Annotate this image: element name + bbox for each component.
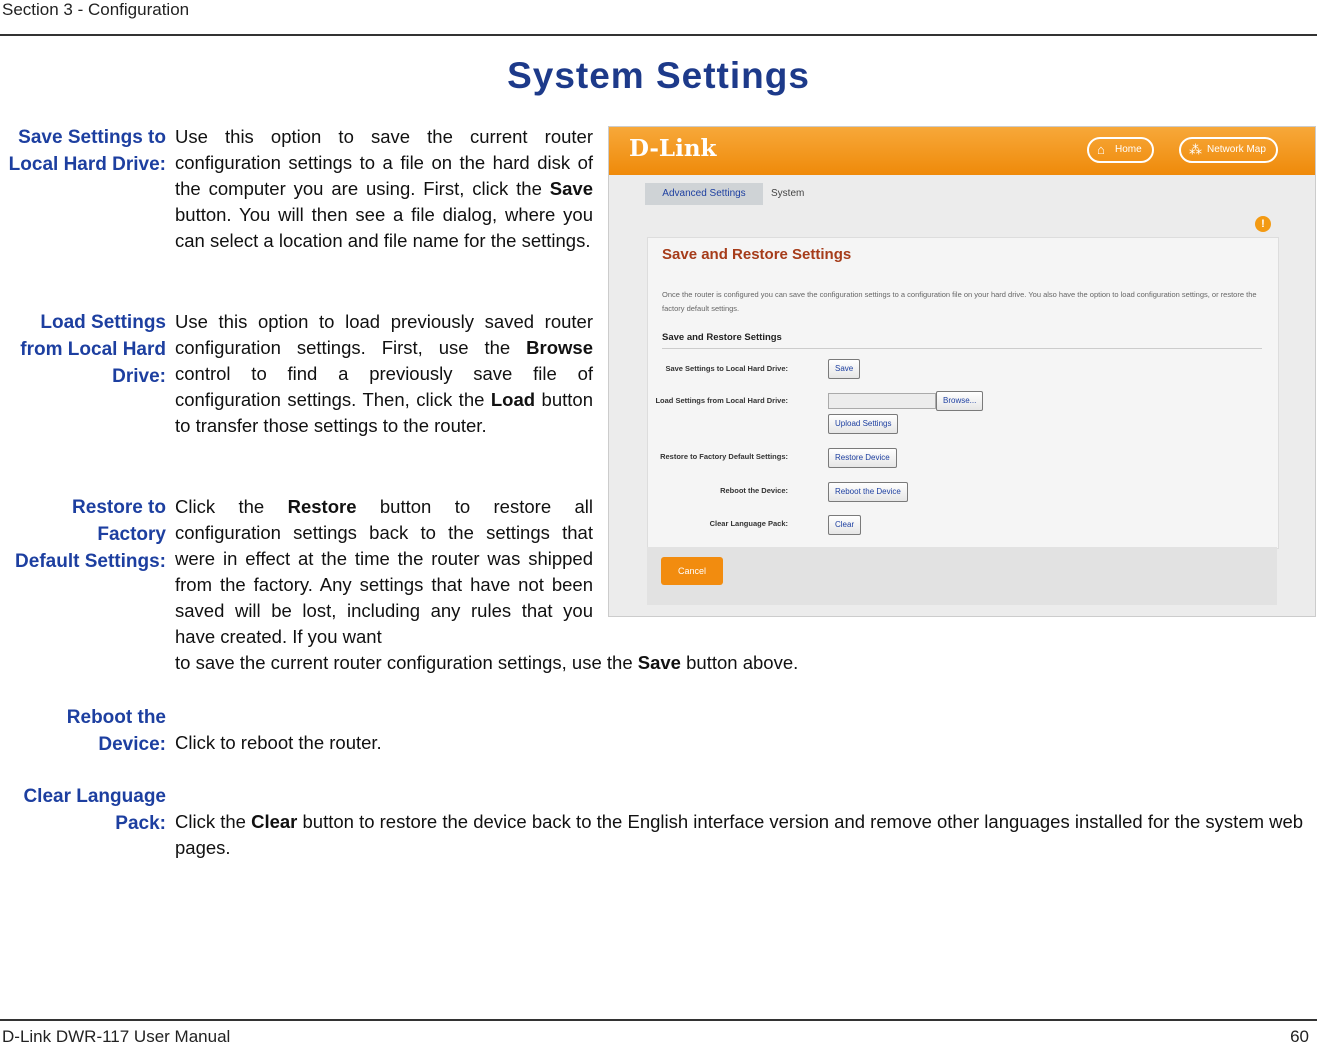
term-line: Device: — [98, 734, 166, 755]
desc-text: Click to reboot the router. — [175, 732, 382, 753]
panel-subtitle: Save and Restore Settings — [662, 332, 782, 343]
network-map-icon: ⁂ — [1189, 142, 1202, 157]
desc-save-settings — [175, 124, 593, 254]
breadcrumb-advanced-settings[interactable]: Advanced Settings — [645, 183, 763, 205]
term-clear-language — [0, 783, 166, 837]
term-line: Save Settings to — [18, 127, 166, 148]
reboot-device-label: Reboot the Device: — [720, 486, 788, 495]
desc-bold: Browse — [526, 337, 593, 358]
home-label: Home — [1115, 144, 1142, 155]
cancel-button[interactable]: Cancel — [661, 557, 723, 585]
desc-text: button to transfer those settings to the router. — [175, 389, 593, 436]
header-rule — [0, 34, 1317, 36]
page-title: System Settings — [507, 55, 810, 96]
upload-settings-button[interactable]: Upload Settings — [828, 414, 898, 434]
desc-text: button to restore all configuration settings back to the settings that were in effect at the time the router was shipped from the factory. Any settings that have not been saved will be lost, including any rules that you have created. If you want — [175, 496, 594, 647]
term-reboot — [0, 704, 166, 758]
desc-text: button to restore the device back to the English interface version and remove other languages installed for the system web pages. — [175, 811, 1304, 858]
desc-text: to save the current router configuration settings, use the — [175, 652, 638, 673]
desc-restore-factory-cont — [175, 650, 1317, 676]
section-header: Section 3 - Configuration — [2, 0, 190, 19]
save-button[interactable]: Save — [828, 359, 860, 379]
term-line: Pack: — [115, 813, 166, 834]
desc-text: Use this option to load previously saved router configuration settings. First, use the — [175, 311, 593, 358]
divider — [662, 348, 1262, 349]
desc-bold: Save — [637, 652, 681, 673]
desc-text: Use this option to save the current router configuration settings to a file on the hard disk of the computer you are using. First, click the — [175, 126, 593, 199]
clear-language-label: Clear Language Pack: — [709, 519, 788, 528]
page-number: 60 — [1290, 1027, 1309, 1046]
term-line: from Local Hard — [20, 339, 166, 360]
home-button[interactable] — [1087, 137, 1154, 163]
term-line: Reboot the — [66, 707, 166, 728]
desc-text: button. You will then see a file dialog, where you can select a location and file name for the settings. — [175, 204, 593, 251]
desc-bold: Save — [549, 178, 593, 199]
clear-button[interactable]: Clear — [828, 515, 861, 535]
browse-button[interactable]: Browse... — [936, 391, 983, 411]
term-load-settings — [0, 309, 166, 390]
term-line: Clear Language — [23, 786, 166, 807]
desc-bold: Restore — [287, 496, 357, 517]
network-map-label: Network Map — [1207, 144, 1266, 155]
footer-rule — [0, 1019, 1317, 1021]
file-path-input[interactable] — [828, 393, 936, 409]
desc-reboot — [175, 730, 1317, 756]
term-line: Default Settings: — [15, 551, 166, 572]
router-screenshot — [608, 126, 1316, 617]
desc-clear-language — [175, 809, 1317, 861]
save-settings-label: Save Settings to Local Hard Drive: — [665, 364, 788, 373]
desc-bold: Clear — [251, 811, 298, 832]
panel-title: Save and Restore Settings — [662, 246, 852, 263]
restore-defaults-label: Restore to Factory Default Settings: — [660, 452, 788, 461]
load-settings-label: Load Settings from Local Hard Drive: — [655, 396, 788, 405]
breadcrumb-system: System — [771, 188, 805, 199]
term-line: Restore to Factory — [72, 497, 166, 545]
term-restore-factory — [0, 494, 166, 575]
desc-load-settings — [175, 309, 593, 439]
save-restore-panel — [647, 237, 1279, 549]
router-header-bar — [609, 127, 1315, 175]
reboot-device-button[interactable]: Reboot the Device — [828, 482, 908, 502]
desc-restore-factory — [175, 494, 593, 650]
dlink-logo: D-Link — [629, 135, 717, 162]
term-line: Drive: — [112, 366, 166, 387]
term-line: Local Hard Drive: — [8, 154, 166, 175]
network-map-button[interactable] — [1179, 137, 1278, 163]
home-icon: ⌂ — [1097, 142, 1105, 157]
desc-text: control to find a previously save file of configuration settings. Then, click the — [175, 363, 593, 410]
term-line: Load Settings — [40, 312, 166, 333]
desc-text: button above. — [680, 652, 799, 673]
desc-text: Click the — [175, 811, 252, 832]
panel-description: Once the router is configured you can save the configuration settings to a configuration file on your hard drive. You also have the option to load configuration settings, or restore the factory default settings. — [662, 290, 1257, 313]
desc-text: Click the — [175, 496, 288, 517]
term-save-settings — [0, 124, 166, 178]
action-bar — [647, 547, 1277, 605]
restore-device-button[interactable]: Restore Device — [828, 448, 897, 468]
desc-bold: Load — [490, 389, 536, 410]
manual-title: D-Link DWR-117 User Manual — [2, 1027, 231, 1046]
info-icon[interactable]: ! — [1255, 216, 1271, 232]
